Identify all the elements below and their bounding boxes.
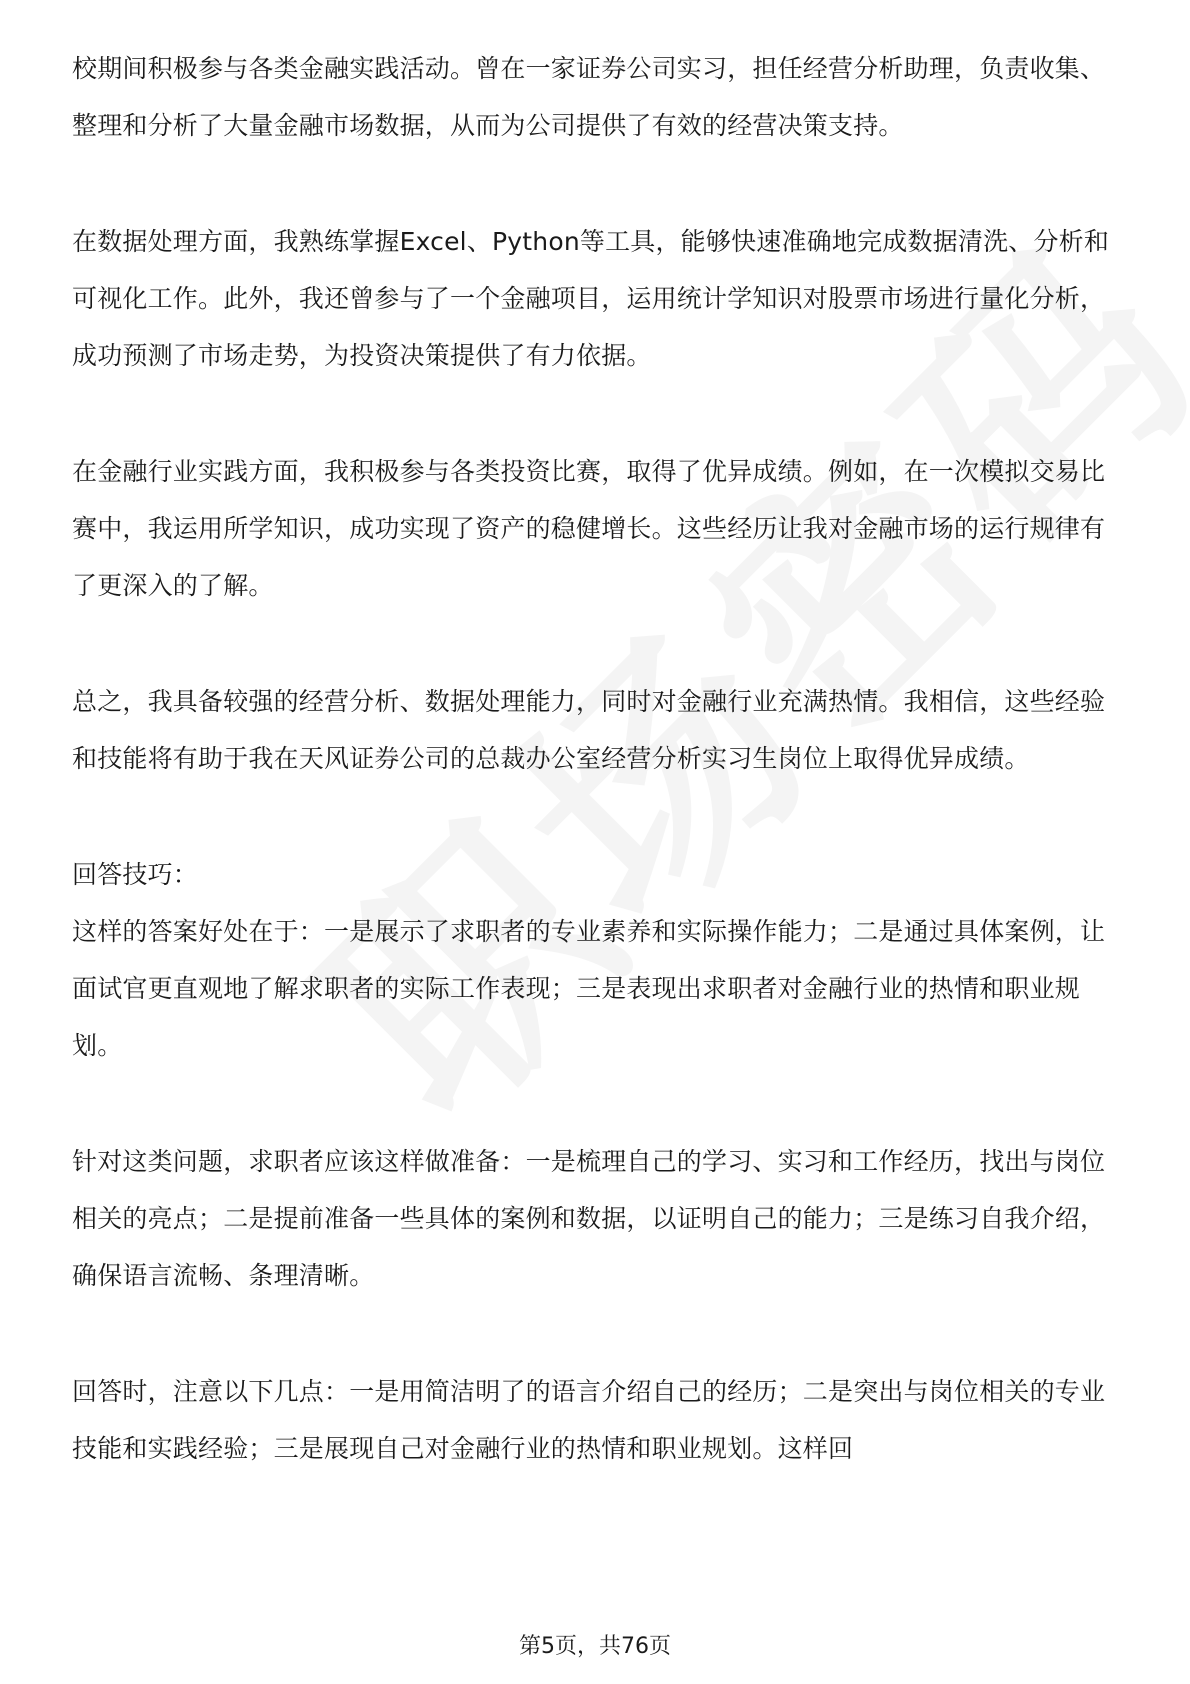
paragraph-conclusion: 总之，我具备较强的经营分析、数据处理能力，同时对金融行业充满热情。我相信，这些经验和技能将有助于我在天风证券公司的总裁办公室经营分析实习生岗位上取得优异成绩。 (72, 687, 1106, 773)
tips-body: 这样的答案好处在于：一是展示了求职者的专业素养和实际操作能力；二是通过具体案例，让面试官更直观地了解求职者的实际工作表现；三是表现出求职者对金融行业的热情和职业规划。 (72, 917, 1106, 1060)
tips-heading: 回答技巧： (72, 860, 199, 889)
paragraph-data-processing: 在数据处理方面，我熟练掌握Excel、Python等工具，能够快速准确地完成数据清洗、分析和可视化工作。此外，我还曾参与了一个金融项目，运用统计学知识对股票市场进行量化分析，成功预测了市场走势，为投资决策提供了有力依据。 (72, 227, 1110, 370)
tips-section (72, 846, 1117, 1074)
paragraph-internship: 校期间积极参与各类金融实践活动。曾在一家证券公司实习，担任经营分析助理，负责收集、整理和分析了大量金融市场数据，从而为公司提供了有效的经营决策支持。 (72, 54, 1106, 140)
document-body (72, 40, 1117, 1477)
page-number: 第5页，共76页 (519, 1634, 671, 1659)
paragraph-answer-notes: 回答时，注意以下几点：一是用简洁明了的语言介绍自己的经历；二是突出与岗位相关的专业技能和实践经验；三是展现自己对金融行业的热情和职业规划。这样回 (72, 1377, 1106, 1463)
paragraph-industry-practice: 在金融行业实践方面，我积极参与各类投资比赛，取得了优异成绩。例如，在一次模拟交易比赛中，我运用所学知识，成功实现了资产的稳健增长。这些经历让我对金融市场的运行规律有了更深入的了解。 (72, 457, 1106, 600)
paragraph-preparation: 针对这类问题，求职者应该这样做准备：一是梳理自己的学习、实习和工作经历，找出与岗位相关的亮点；二是提前准备一些具体的案例和数据，以证明自己的能力；三是练习自我介绍，确保语言流畅、条理清晰。 (72, 1147, 1106, 1290)
